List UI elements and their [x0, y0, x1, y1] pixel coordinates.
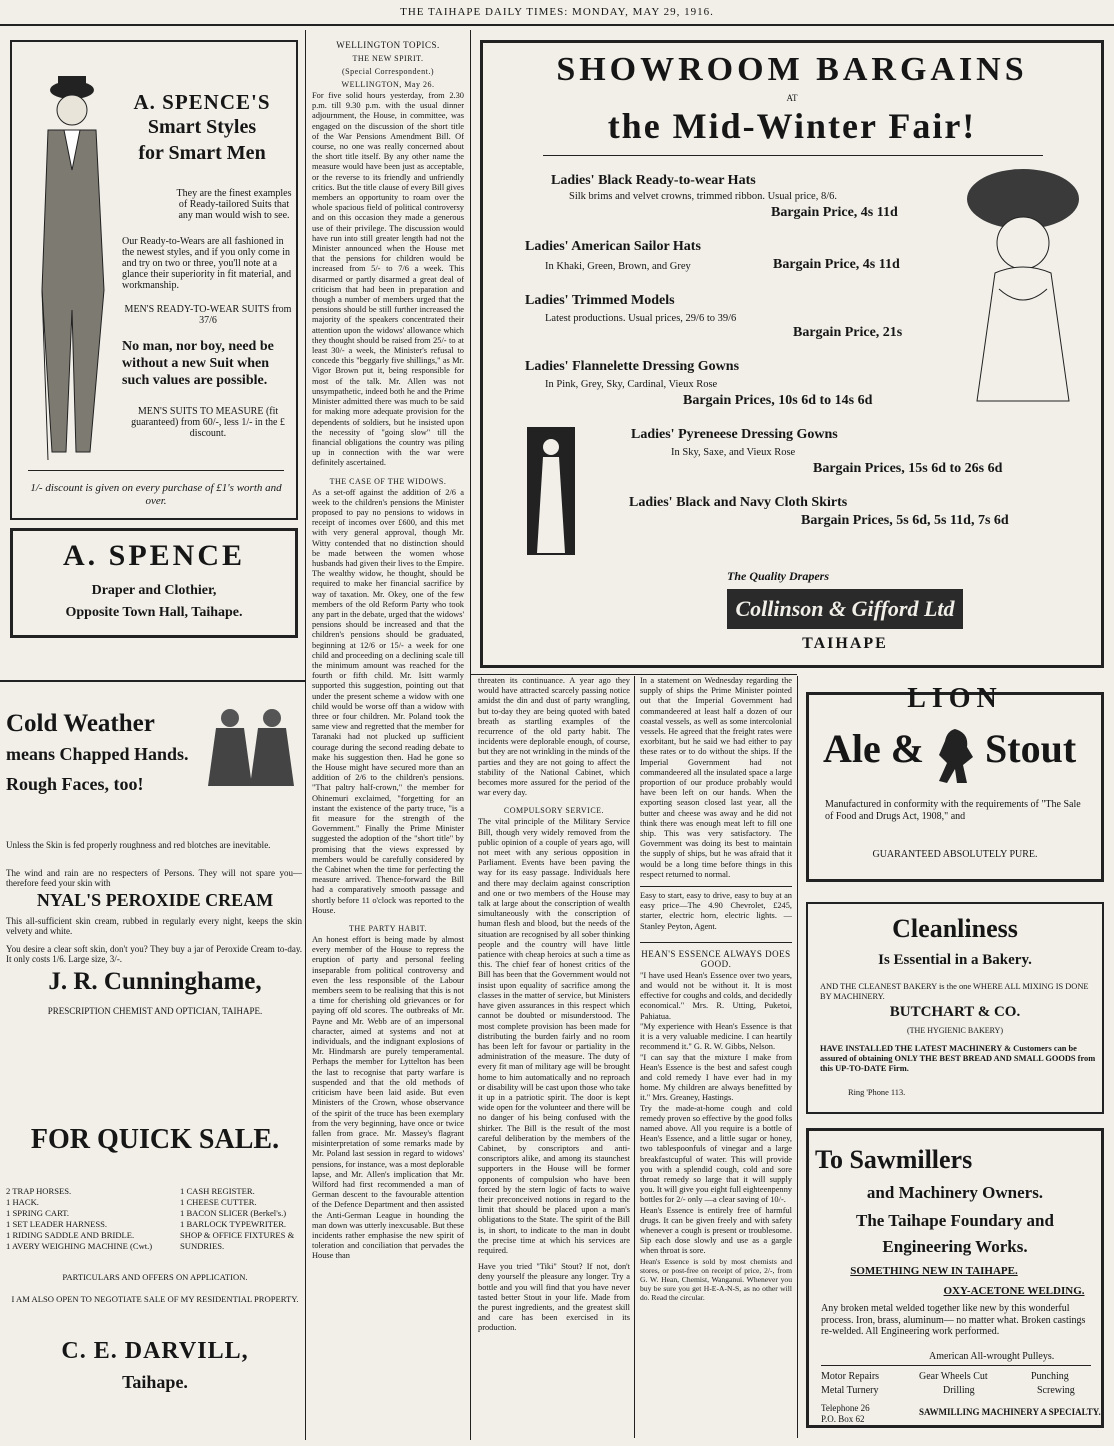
cold-name: J. R. Cunninghame,: [48, 968, 262, 995]
article-paragraph: In a statement on Wednesday regarding the supply of ships the Prime Minister pointed out that the Imperial Government had commandeered at least half a dozen of our coastal vessels, as well as some intercolonial vessels. He agreed that the freight rates were exorbitant, but he said we had either to pay these rates or to do without the ships. If the Imperial Government had not commandeered all the insulated space a large proportion of our produce probably would have been left on our hands. When the exporting season closed last year, all the butter and cheese was away and he did not think there was enough meat left to fill one ship. This was very satisfactory. The Government was doing its best to maintain the supply of ships, but he was afraid that it would be a long time before things in this respect returned to normal.: [640, 676, 792, 879]
showroom-bargains-ad: [480, 40, 1104, 668]
item-name: Ladies' American Sailor Hats: [525, 239, 701, 254]
foundry-new: SOMETHING NEW IN TAIHAPE.: [850, 1265, 1018, 1277]
sale-left-list: [6, 1186, 176, 1252]
list-item: 1 HACK.: [6, 1197, 39, 1207]
man-in-suit-illustration: [20, 60, 112, 460]
lion-rampant-icon: [933, 725, 977, 787]
foundry-p2: American All-wrought Pulleys.: [929, 1351, 1055, 1362]
list-item: 1 CASH REGISTER.: [180, 1186, 255, 1196]
divider: [821, 1365, 1091, 1366]
lion-title: LION: [907, 683, 1003, 714]
cold-weather-ad: [6, 690, 304, 1020]
list-item: 1 RIDING SADDLE AND BRIDLE.: [6, 1230, 135, 1240]
cold-title2: means Chapped Hands.: [6, 744, 189, 764]
cold-title1: Cold Weather: [6, 710, 155, 737]
item-desc: In Pink, Grey, Sky, Cardinal, Vieux Rose: [545, 379, 718, 390]
foundry-l1b: Gear Wheels Cut: [919, 1371, 988, 1382]
article-title: WELLINGTON TOPICS.: [336, 40, 440, 50]
article-dateline: WELLINGTON, May 26.: [341, 80, 435, 89]
cold-title3: Rough Faces, too!: [6, 774, 144, 794]
foundry-t3: The Taihape Foundary and: [856, 1211, 1054, 1230]
item-price: Bargain Prices, 10s 6d to 14s 6d: [683, 393, 873, 408]
lion-ale: Ale &: [823, 726, 925, 771]
sale-right-list: [180, 1186, 304, 1252]
foundry-t1: To Sawmillers: [815, 1145, 973, 1174]
page-header: THE TAIHAPE DAILY TIMES: MONDAY, MAY 29, 1916.: [400, 6, 714, 18]
item-desc: In Sky, Saxe, and Vieux Rose: [671, 447, 796, 458]
item-name: Ladies' Flannelette Dressing Gowns: [525, 359, 740, 374]
item-desc: Silk brims and velvet crowns, trimmed ribbon. Usual price, 8/6.: [569, 191, 837, 202]
cold-product: NYAL'S PEROXIDE CREAM: [36, 890, 274, 910]
foundry-p1: Any broken metal welded together like new by this wonderful process. Iron, brass, aluminum— no matter what. Broken castings re-welded. All Engineering work performed.: [821, 1303, 1086, 1337]
foundry-l1a: Motor Repairs: [821, 1371, 880, 1382]
showroom-title2: the Mid-Winter Fair!: [607, 106, 977, 146]
spence-sub1: Draper and Clothier,: [91, 583, 217, 598]
article-column-right: [640, 676, 792, 1438]
spence-p5: MEN'S SUITS TO MEASURE (fit guaranteed) from 60/-, less 1/- in the £ discount.: [131, 406, 285, 439]
sale-name: C. E. DARVILL,: [61, 1338, 249, 1364]
spence-brand: A. SPENCE: [62, 539, 246, 572]
cold-sub: PRESCRIPTION CHEMIST AND OPTICIAN, TAIHAPE.: [47, 1006, 263, 1016]
item-name: Ladies' Pyreneese Dressing Gowns: [631, 427, 838, 442]
foundry-t4: Engineering Works.: [882, 1237, 1028, 1256]
column-rule: [797, 676, 798, 1438]
column-rule: [470, 30, 471, 1440]
showroom-at: AT: [786, 93, 798, 103]
foundry-spec: SAWMILLING MACHINERY A SPECIALTY.: [919, 1407, 1101, 1417]
showroom-title: SHOWROOM BARGAINS: [556, 51, 1028, 88]
sale-p1: PARTICULARS AND OFFERS ON APPLICATION.: [62, 1272, 248, 1282]
column-rule: [305, 30, 306, 1440]
foundry-weld: OXY-ACETONE WELDING.: [943, 1285, 1085, 1297]
article-paragraph: An honest effort is being made by almost every member of the House to repress the eruption of party and personal feeling inseparable from political controversy and even the less responsible of the Labour members seem to be realising that this is not a time for cherishing old grievances or for paying off old scores. The outbreaks of Mr. Payne and Mr. Webb are of an impersonal character, aimed at systems and not at individuals, and the indignant explosions of Mr. Hindmarsh are purely temperamental. Perhaps the member for Lyttelton has been the last to recognise that party warfare is suspended and that the old methods of criticism have been laid aside. But even Ministers of the Crown, whose observance of the spirit of the truce has been exemplary from the very beginning, have once or twice fallen from grace. Mr. Massey's flagrant misinterpretation of some remarks made by Mr. Poland last session in regard to widows' pensions, for instance, was a most deplorable lapse, and Mr. Allen's implication that Mr. Wilford had first recommended a man of German descent to the favourable attention of the Defence Department and then assisted the Anti-German League in hounding the man down was utterly inexcusable. But these incidents rather emphasise the new spirit of toleration and conciliation that pervades the House than: [312, 935, 464, 1261]
item-name: Ladies' Trimmed Models: [525, 293, 675, 308]
list-item: 1 CHEESE CUTTER.: [180, 1197, 257, 1207]
list-item: 1 SPRING CART.: [6, 1208, 70, 1218]
foundry-l2c: Screwing: [1037, 1385, 1075, 1396]
hean-footer: Hean's Essence is sold by most chemists and stores, or post-free on receipt of price, 2/-, from G. W. Hean, Chemist, Wanganui. Whenever you buy be sure you get H-E-A-N-S, as no other will do. Read the circular.: [640, 1256, 792, 1302]
cold-p3: This all-sufficient skin cream, rubbed in regularly every night, keeps the skin velvety and white.: [6, 916, 302, 937]
column-rule: [634, 676, 635, 1438]
header-rule: [0, 24, 1114, 26]
item-price: Bargain Prices, 15s 6d to 26s 6d: [813, 461, 1003, 476]
hean-testimonial: "I have used Hean's Essence over two years, and would not be without it. It is most effective for coughs and colds, and decidedly economical." Mrs. R. Utting, Puketoi, Pahiatua.: [640, 970, 792, 1021]
hean-paragraph: Try the made-at-home cough and cold remedy proven so effective by the good folks named above. All you require is a bottle of Hean's Essence, and a little sugar or honey, two tablespoonfuls of vinegar and a large breakfastcupful of water. This will provide you with a splendid cough, cold and sore throat remedy so large that it will supply you. It will give you eight full eighteenpenny bottles for 2/- only —a clear saving of 10/-.: [640, 1103, 792, 1205]
hean-paragraph: Hean's Essence is entirely free of harmful drugs. It can be given freely and with safety whenever a cough is present or troublesome. Sip each dose slowly and use as a gargle when throat is sore.: [640, 1205, 792, 1256]
foundry-l2a: Metal Turnery: [821, 1385, 879, 1396]
lady-with-hat-illustration: [959, 161, 1085, 405]
foundry-tel: Telephone 26: [821, 1403, 870, 1413]
cold-p4: You desire a clear soft skin, don't you? They buy a jar of Peroxide Cream to-day. It only costs 1/6. Large size, 3/-.: [6, 944, 302, 965]
list-item: 1 BARLOCK TYPEWRITER.: [180, 1219, 287, 1229]
cold-p1: Unless the Skin is fed properly roughness and red blotches are inevitable.: [6, 840, 271, 850]
foundry-l2b: Drilling: [943, 1385, 975, 1396]
list-item: 1 AVERY WEIGHING MACHINE (Cwt.): [6, 1241, 153, 1251]
list-item: 1 SET LEADER HARNESS.: [6, 1219, 108, 1229]
foundry-t2: and Machinery Owners.: [866, 1183, 1044, 1202]
bakery-name: BUTCHART & CO.: [889, 1004, 1021, 1020]
cold-p2: The wind and rain are no respecters of Persons. They will not spare you—therefore feed your skin with: [6, 868, 302, 889]
spence-brand-box: [10, 528, 298, 638]
sale-place: Taihape.: [122, 1372, 188, 1392]
sale-p2: I AM ALSO OPEN TO NEGOTIATE SALE OF MY RESIDENTIAL PROPERTY.: [11, 1294, 299, 1304]
list-item: SHOP & OFFICE FIXTURES & SUNDRIES.: [180, 1230, 295, 1251]
bakery-sub: Is Essential in a Bakery.: [878, 952, 1032, 968]
spence-p3: MEN'S READY-TO-WEAR SUITS from 37/6: [124, 304, 292, 326]
item-name: Ladies' Black and Navy Cloth Skirts: [629, 495, 848, 510]
tiki-stout-notice: Have you tried "Tiki" Stout? If not, don't deny yourself the pleasure any longer. Try a bottle and you will find that you have never tasted better Stout in your life. Made from the purest ingredients, and the greatest skill and care has been exercised in its production.: [478, 1262, 630, 1333]
lion-p2: GUARANTEED ABSOLUTELY PURE.: [872, 849, 1038, 860]
section-rule: [0, 680, 305, 682]
chevrolet-notice: Easy to start, easy to drive, easy to buy at an easy price—The 4.90 Chevrolet, £245, starter, electric horn, electric lights. — Stanley Peyton, Agent.: [640, 886, 792, 932]
lady-silhouette-illustration: [527, 427, 575, 555]
article-paragraph: As a set-off against the addition of 2/6 a week to the children's pensions the Minister proposed to pay no pensions to widows in receipt of incomes over £600, and this met with very general approval, though Mr. Witty contended that no distinction should be made between the women whose husbands had given their lives to the Empire. The wealthy widow, he thought, should be required to make her financial sacrifice by way of taxation. Mr. Okey, one of the few members of the old Reform Party who took any part in the debate, urged that the widows' pensions should be increased and that the children's pensions should be graduated, beginning at 12/6 or 15/- a week for one child and proceeding on a declining scale till the minimum amount was reached for the fourth or fifth child. Mr. Isitt warmly supported this suggestion, pointing out that under the present scheme a widow with one child would be worse off than a widow with three or four children. Mr. Poland took the same view and regretted that the member for Taranaki had not plucked up sufficient courage during the second reading debate to make his suggestion then. Had he gone so the House might have secured more than an addition of 2/6 to the children's pensions. "That paltry half-crown," the member for Ohinemuri exclaimed, "forgetting for an instant the existence of the party truce, "is a fit measure for the strength of the Government." Finally the Prime Minister suggested the adoption of the "short title" by promising that the views expressed by members would be carefully considered by the Cabinet when the time for perfecting the measure arrived. Thence-forward the Bill had a comparatively smooth passage and shortly before 11 o'clock was reported to the House.: [312, 487, 464, 915]
item-price: Bargain Price, 4s 11d: [771, 205, 898, 220]
spence-line2: for Smart Men: [138, 142, 266, 164]
divider: [543, 155, 1043, 156]
article-paragraph: threaten its continuance. A year ago they would have attracted scarcely passing notice amidst the din and dust of party wrangling, but to-day they are being quoted with bated breath as startling examples of the recurrence of the old party habit. The incidents were deplorable enough, of course, but they are not wrinkling in the minds of the parties and they are not going to affect the stability of the National Cabinet, which becomes more assured for the period of the war every day.: [478, 676, 630, 798]
foundry-l1c: Punching: [1031, 1371, 1069, 1382]
item-price: Bargain Prices, 5s 6d, 5s 11d, 7s 6d: [801, 513, 1009, 528]
collinson-logo: Collinson & Gifford Ltd: [727, 589, 963, 629]
quick-sale-ad: [6, 1110, 304, 1430]
article-heading: THE CASE OF THE WIDOWS.: [329, 476, 447, 486]
wellington-topics-column: [312, 36, 464, 1440]
bakery-ad: [806, 902, 1104, 1114]
article-paragraph: The vital principle of the Military Service Bill, though very widely removed from the public opinion of a couple of years ago, will not meet with any serious opposition in Parliament. Events have been paving the way for its easy passage. Individuals here and there may declaim against conscription and one or two members of the House may talk at large about the conscription of wealth simultaneously with the conscription of human flesh and blood, but the needs of the situation are recognised by all sober thinking people and the country will have little patience with cheap heroics at such a time as this. The chief fear of honest critics of the Bill has been that the Government would not insist upon equality of sacrifice among the classes in the matter of service, but Ministers have given assurances in this respect which cannot be doubted or misunderstood. The most complete provision has been made for distributing the burden fairly and no room has been left for favour or partiality in the administration of the measure. The duty of every fit man of military age will be brought home to him automatically and no reproach or disability will be cast upon those who take it up in a patriotic spirit. The door is kept wide open for the volunteer and there will be no danger of his being confused with the shirker. The Bill is the result of the most careful deliberation by the members of the Cabinet, by conscriptors and anti-conscriptors alike, and among its staunchest supporters in the House will be former opponents of compulsion who have been forced by the stern logic of facts to waive their preconceived notions in regard to the limit that should be placed upon a man's obligations to the State. The spirit of the Bill is, in short, to indicate to the man in doubt the precise time at which his services are required.: [478, 817, 630, 1255]
spence-line1: Smart Styles: [147, 116, 257, 138]
item-name: Ladies' Black Ready-to-wear Hats: [551, 173, 756, 188]
item-price: Bargain Price, 21s: [793, 325, 903, 340]
bakery-title: Cleanliness: [892, 914, 1018, 943]
hean-title: HEAN'S ESSENCE ALWAYS DOES GOOD.: [640, 942, 792, 969]
spence-title: A. SPENCE'S: [133, 90, 271, 114]
spence-ad: [10, 40, 298, 520]
article-subtitle: THE NEW SPIRIT.: [352, 54, 424, 63]
sale-title: FOR QUICK SALE.: [30, 1124, 280, 1155]
article-heading: COMPULSORY SERVICE.: [503, 806, 605, 816]
item-desc: In Khaki, Green, Brown, and Grey: [545, 261, 691, 272]
spence-sub2: Opposite Town Hall, Taihape.: [65, 605, 243, 620]
lion-stout: Stout: [985, 726, 1077, 771]
bakery-phone: Ring 'Phone 113.: [848, 1088, 906, 1097]
spence-p2: Our Ready-to-Wears are all fashioned in the newest styles, and if you only come in and try on two or three, you'll note at a glance their superiority in fit material, and workmanship.: [122, 236, 292, 291]
spence-discount: 1/- discount is given on every purchase of £1's worth and over.: [30, 482, 282, 507]
item-price: Bargain Price, 4s 11d: [773, 257, 900, 272]
list-item: 1 BACON SLICER (Berkel's.): [180, 1208, 287, 1218]
lion-p1: Manufactured in conformity with the requirements of "The Sale of Food and Drugs Act, 1908," and: [825, 799, 1081, 822]
article-paragraph: For five solid hours yesterday, from 2.30 p.m. till 9.30 p.m. with the usual dinner adjournment, the House, in committee, was engaged on the discussion of the short title of the War Pensions Amendment Bill. Of course, no one was really concerned about the short title itself. By any other name the measure would have been just as acceptable, or the reverse to its friendly and unfriendly critics. But the title clause of every Bill gives members an opportunity to roam over the whole spacious field of political controversy and on this occasion they made a generous use of their privilege. The discussion would have run into still greater length had not the Minister announced when the House met that the pensions for children would be increased from 5/- to 7/6 a week. This disarmed or partly disarmed a great deal of criticism that had been in preparation and though a number of members urged that the pensions should be still further increased the majority of the speakers concentrated their attention upon the widows' allowance which they thought should be raised from 25/- to at least 30/- a week, the Minister's refusal to concede this "beggarly five shillings," as Mr. Vigor Brown put it, being responsible for most of the talk. Mr. Allen was not unsympathetic, indeed both he and the Prime Minister admitted there was much to be said for making more adequate provision for the dependents of soldiers, but he insisted upon the necessity of "going slow" till the financial obligations the country was piling up in connection with the war were definitely ascertained.: [312, 91, 464, 468]
spence-p4: No man, nor boy, need be without a new Suit when such values are possible.: [122, 339, 274, 388]
quality-drapers: The Quality Drapers: [727, 569, 829, 583]
ladies-illustration: [206, 700, 298, 790]
lion-ale-stout-ad: [806, 683, 1104, 882]
divider: [28, 470, 284, 471]
bakery-p2: HAVE INSTALLED THE LATEST MACHINERY & Customers can be assured of obtaining ONLY THE BEST BREAD AND SMALL GOODS from this UP-TO-DATE Firm.: [820, 1044, 1096, 1073]
hean-testimonial: "I can say that the mixture I make from Hean's Essence is the best and safest cough and cold remedy I have ever had in my home. My children are always benefitted by it." Mrs. Greaney, Hastings.: [640, 1052, 792, 1103]
foundry-box: P.O. Box 62: [821, 1414, 865, 1424]
section-rule: [470, 674, 797, 675]
list-item: 2 TRAP HORSES.: [6, 1186, 72, 1196]
article-byline: (Special Correspondent.): [342, 67, 434, 76]
foundry-ad: [806, 1128, 1104, 1428]
article-heading: THE PARTY HABIT.: [348, 924, 428, 934]
collinson-place: TAIHAPE: [802, 635, 888, 652]
bakery-hyg: (THE HYGIENIC BAKERY): [907, 1026, 1003, 1035]
spence-p1: They are the finest examples of Ready-tailored Suits that any man would wish to see.: [176, 188, 292, 221]
hean-testimonial: "My experience with Hean's Essence is that it is a very valuable medicine. I can heartily recommend it." G. R. W. Gibbs, Nelson.: [640, 1021, 792, 1052]
item-desc: Latest productions. Usual prices, 29/6 to 39/6: [545, 313, 737, 324]
article-continuation-column: [478, 676, 630, 1438]
bakery-p1: AND THE CLEANEST BAKERY is the one WHERE ALL MIXING IS DONE BY MACHINERY.: [820, 982, 1089, 1001]
